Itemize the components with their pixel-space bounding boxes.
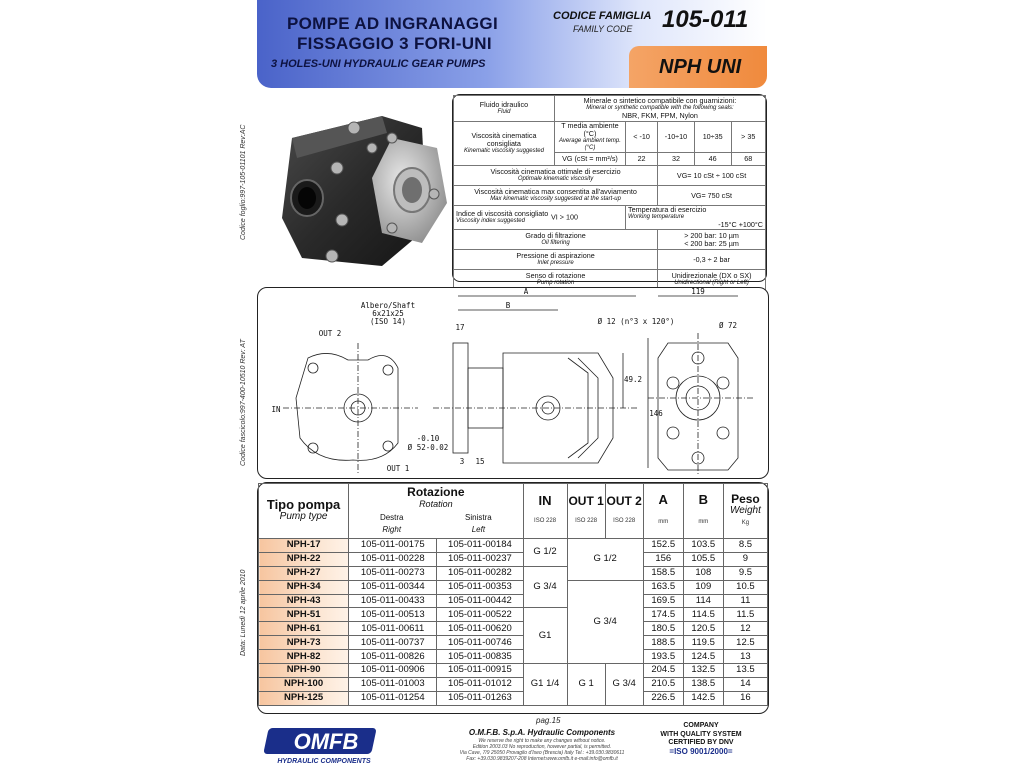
model-cell: NPH-125 <box>259 691 349 705</box>
right-code-cell: 105-011-00433 <box>349 594 437 608</box>
vg-cell: 32 <box>658 153 695 166</box>
family-code: 105-011 <box>662 6 749 33</box>
dim-b-cell: 142.5 <box>683 691 723 705</box>
right-code-cell: 105-011-01254 <box>349 691 437 705</box>
weight-cell: 11.5 <box>723 608 767 622</box>
specification-table <box>452 94 767 286</box>
shaft-label-3: (ISO 14) <box>369 317 407 326</box>
weight-cell: 13 <box>723 650 767 664</box>
pump-photo <box>262 108 452 278</box>
working-temp: Temperatura di esercizio Working temperature -15°C +100°C <box>626 206 766 230</box>
table-row <box>259 608 768 622</box>
right-code-cell: 105-011-00737 <box>349 636 437 650</box>
model-cell: NPH-43 <box>259 594 349 608</box>
family-code-label-en: FAMILY CODE <box>573 24 633 34</box>
header-weight: Peso Weight Kg <box>723 484 767 539</box>
dim-b-cell: 138.5 <box>683 677 723 691</box>
ambient-temp-label: T media ambiente (°C) Average ambient temp. (°C) <box>554 122 625 153</box>
right-code-cell: 105-011-00906 <box>349 664 437 678</box>
file-code: Codice fascicolo:997-400-10510 Rev: AT <box>240 339 247 466</box>
dim-b: B <box>505 301 511 310</box>
dim-a-cell: 180.5 <box>643 622 683 636</box>
right-code-cell: 105-011-01003 <box>349 677 437 691</box>
series-name: NPH UNI <box>659 56 742 78</box>
dim-a-cell: 210.5 <box>643 677 683 691</box>
vg-cell: 46 <box>694 153 731 166</box>
model-cell: NPH-100 <box>259 677 349 691</box>
table-row <box>259 636 768 650</box>
table-row <box>259 677 768 691</box>
quality-certificate: COMPANY WITH QUALITY SYSTEM CERTIFIED BY DNV =ISO 9001/2000= <box>660 722 742 756</box>
vg-label: VG (cSt = mm²/s) <box>554 153 625 166</box>
table-row <box>259 650 768 664</box>
dim-a-cell: 193.5 <box>643 650 683 664</box>
table-row <box>259 622 768 636</box>
dim-a-cell: 204.5 <box>643 664 683 678</box>
header-b: B mm <box>683 484 723 539</box>
out1-port-cell: G 1/2 <box>567 539 643 581</box>
out1-label: OUT 1 <box>386 464 410 473</box>
dim-b-cell: 124.5 <box>683 650 723 664</box>
out1-port-cell: G 3/4 <box>567 580 643 663</box>
footer-fax: Fax: +39.030.9839207-208 Internet:www.omfb.it e-mail:info@omfb.it <box>466 756 618 762</box>
rotation-value: Unidirezionale (DX o SX) Unidirectional (Right or Left) <box>658 270 766 290</box>
weight-cell: 9 <box>723 552 767 566</box>
dim-a-cell: 226.5 <box>643 691 683 705</box>
left-code-cell: 105-011-01012 <box>437 677 523 691</box>
right-code-cell: 105-011-00513 <box>349 608 437 622</box>
out2-port-cell: G 3/4 <box>605 664 643 706</box>
dim-b-cell: 103.5 <box>683 539 723 553</box>
weight-cell: 11 <box>723 594 767 608</box>
model-cell: NPH-61 <box>259 622 349 636</box>
right-code-cell: 105-011-00175 <box>349 539 437 553</box>
omfb-logo <box>266 722 382 766</box>
dim-a-cell: 163.5 <box>643 580 683 594</box>
shaft-label-2: 6x21x25 <box>372 309 404 318</box>
dim-119: 119 <box>691 287 705 296</box>
dim-146: 146 <box>649 409 663 418</box>
title-italian-2: FISSAGGIO 3 FORI-UNI <box>297 34 492 53</box>
table-row <box>259 580 768 594</box>
dim-b-cell: 114.5 <box>683 608 723 622</box>
left-code-cell: 105-011-00237 <box>437 552 523 566</box>
dim-a-cell: 156 <box>643 552 683 566</box>
right-code-cell: 105-011-00611 <box>349 622 437 636</box>
header-out2: OUT 2 ISO 228 <box>605 484 643 539</box>
page-number: pag.15 <box>536 716 561 725</box>
dim-a: A <box>523 287 529 296</box>
right-code-cell: 105-011-00826 <box>349 650 437 664</box>
dim-a-cell: 188.5 <box>643 636 683 650</box>
footer-note-2: Edition 2003.03 No reproduction, however partial, is permitted. <box>472 744 612 750</box>
in-port-cell: G1 1/4 <box>523 664 567 706</box>
header-out1: OUT 1 ISO 228 <box>567 484 605 539</box>
dim-b-cell: 108 <box>683 566 723 580</box>
table-row <box>259 552 768 566</box>
model-cell: NPH-73 <box>259 636 349 650</box>
header-pump-type: Tipo pompa Pump type <box>259 484 349 539</box>
title-english: 3 HOLES-UNI HYDRAULIC GEAR PUMPS <box>271 58 486 70</box>
technical-drawing <box>258 288 768 478</box>
technical-drawing-panel <box>257 287 769 479</box>
family-code-label: CODICE FAMIGLIA <box>553 10 652 22</box>
model-cell: NPH-51 <box>259 608 349 622</box>
dim-72: Ø 72 <box>718 321 738 330</box>
dim-b-cell: 120.5 <box>683 622 723 636</box>
left-code-cell: 105-011-00746 <box>437 636 523 650</box>
weight-cell: 12 <box>723 622 767 636</box>
footer-address: Via Cave, 7/9 25050 Provaglio d'Iseo (Brescia) Italy Tel.: +39.030.9830611 <box>459 750 625 756</box>
dim-52: Ø 52-0.02 <box>407 443 449 452</box>
dim-holes: Ø 12 (n°3 x 120°) <box>597 317 675 326</box>
shaft-label-1: Albero/Shaft <box>360 301 416 310</box>
right-code-cell: 105-011-00273 <box>349 566 437 580</box>
temp-cell: -10÷10 <box>658 122 695 153</box>
viscosity-label: Viscosità cinematica consigliata Kinematic viscosity suggested <box>454 122 555 166</box>
out2-label: OUT 2 <box>318 329 342 338</box>
left-code-cell: 105-011-00184 <box>437 539 523 553</box>
temp-cell: > 35 <box>731 122 766 153</box>
pump-models-table <box>257 482 769 714</box>
weight-cell: 8.5 <box>723 539 767 553</box>
in-label: IN <box>271 405 281 414</box>
model-cell: NPH-34 <box>259 580 349 594</box>
table-row <box>259 594 768 608</box>
dim-a-cell: 174.5 <box>643 608 683 622</box>
dim-49: 49.2 <box>623 375 643 384</box>
dim-15: 15 <box>475 457 485 466</box>
out1-port-cell: G 1 <box>567 664 605 706</box>
footer-note-1: We reserve the right to make any changes without notice. <box>478 738 606 744</box>
vg-cell: 22 <box>626 153 658 166</box>
left-code-cell: 105-011-00620 <box>437 622 523 636</box>
inlet-pressure-value: -0,3 ÷ 2 bar <box>658 250 766 270</box>
optimal-viscosity-label: Viscosità cinematica ottimale di esercizio Optimale kinematic viscosity <box>454 166 658 186</box>
right-code-cell: 105-011-00344 <box>349 580 437 594</box>
left-code-cell: 105-011-00282 <box>437 566 523 580</box>
filtering-value: > 200 bar: 10 µm < 200 bar: 25 µm <box>658 230 766 250</box>
left-code-cell: 105-011-01263 <box>437 691 523 705</box>
weight-cell: 16 <box>723 691 767 705</box>
dim-b-cell: 105.5 <box>683 552 723 566</box>
right-code-cell: 105-011-00228 <box>349 552 437 566</box>
in-port-cell: G1 <box>523 608 567 664</box>
dim-a-cell: 169.5 <box>643 594 683 608</box>
left-code-cell: 105-011-00522 <box>437 608 523 622</box>
header-in: IN ISO 228 <box>523 484 567 539</box>
svg-text:HYDRAULIC COMPONENTS: HYDRAULIC COMPONENTS <box>277 758 371 765</box>
header-banner <box>257 0 767 88</box>
weight-cell: 12.5 <box>723 636 767 650</box>
table-row <box>259 664 768 678</box>
temp-cell: < -10 <box>626 122 658 153</box>
dim-17: 17 <box>455 323 465 332</box>
fluid-value: Minerale o sintetico compatibile con guarnizioni: Mineral or synthetic compatible with the following seals: NBR, FKM, FPM, Nylon <box>554 96 765 122</box>
svg-text:OMFB: OMFB <box>293 729 359 754</box>
temp-cell: 10÷35 <box>694 122 731 153</box>
inlet-pressure-label: Pressione di aspirazione Inlet pressure <box>454 250 658 270</box>
vg-cell: 68 <box>731 153 766 166</box>
dim-a-cell: 152.5 <box>643 539 683 553</box>
date-text: Data: Lunedì 12 aprile 2010 <box>240 569 247 656</box>
optimal-viscosity-value: VG= 10 cSt ÷ 100 cSt <box>658 166 766 186</box>
dim-b-cell: 114 <box>683 594 723 608</box>
dim-3: 3 <box>459 457 465 466</box>
dim-b-cell: 132.5 <box>683 664 723 678</box>
weight-cell: 10.5 <box>723 580 767 594</box>
in-port-cell: G 3/4 <box>523 566 567 608</box>
rotation-label: Senso di rotazione Pump rotation <box>454 270 658 290</box>
viscosity-index: Indice di viscosità consigliato Viscosity index suggested VI > 100 <box>454 206 626 230</box>
company-name: O.M.F.B. S.p.A. Hydraulic Components <box>468 728 616 737</box>
filtering-label: Grado di filtrazione Oil filtering <box>454 230 658 250</box>
left-code-cell: 105-011-00835 <box>437 650 523 664</box>
fluid-label: Fluido idraulico Fluid <box>454 96 555 122</box>
weight-cell: 14 <box>723 677 767 691</box>
model-cell: NPH-27 <box>259 566 349 580</box>
weight-cell: 13.5 <box>723 664 767 678</box>
table-row <box>259 566 768 580</box>
dim-a-cell: 158.5 <box>643 566 683 580</box>
dim-b-cell: 109 <box>683 580 723 594</box>
weight-cell: 9.5 <box>723 566 767 580</box>
left-code-cell: 105-011-00353 <box>437 580 523 594</box>
left-code-cell: 105-011-00915 <box>437 664 523 678</box>
header-rotation: Rotazione Rotation Destra Right Sinistra Left <box>349 484 523 539</box>
left-code-cell: 105-011-00442 <box>437 594 523 608</box>
model-cell: NPH-22 <box>259 552 349 566</box>
table-row <box>259 691 768 705</box>
model-cell: NPH-82 <box>259 650 349 664</box>
in-port-cell: G 1/2 <box>523 539 567 567</box>
sheet-code: Codice foglio:997-105-01101 Rev:AC <box>240 124 247 240</box>
model-cell: NPH-90 <box>259 664 349 678</box>
table-row <box>259 539 768 553</box>
dim-b-cell: 119.5 <box>683 636 723 650</box>
model-cell: NPH-17 <box>259 539 349 553</box>
max-viscosity-value: VG= 750 cSt <box>658 186 766 206</box>
dim-52b: -0.10 <box>416 434 440 443</box>
max-viscosity-label: Viscosità cinematica max consentita all'avviamento Max kinematic viscosity suggested at the start-up <box>454 186 658 206</box>
header-a: A mm <box>643 484 683 539</box>
title-italian-1: POMPE AD INGRANAGGI <box>287 14 498 33</box>
